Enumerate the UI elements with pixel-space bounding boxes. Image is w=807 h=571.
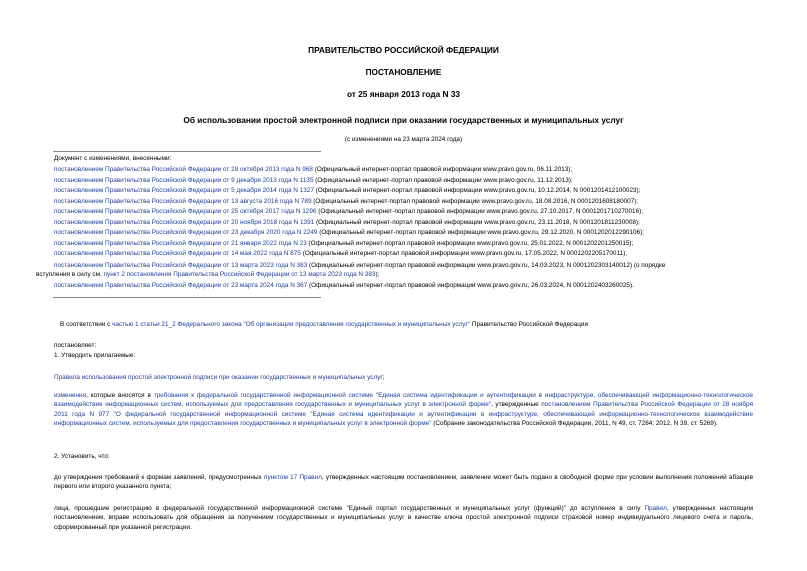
amendment-link[interactable]: постановлением Правительства Российской Федерации от 9 декабря 2013 года N 1135 (54, 176, 314, 184)
government-heading: ПРАВИТЕЛЬСТВО РОССИЙСКОЙ ФЕДЕРАЦИИ (308, 45, 499, 55)
bottom-divider (53, 297, 321, 298)
top-divider (53, 151, 321, 152)
item-2-heading: 2. Установить, что: (54, 453, 110, 460)
requirements-link[interactable]: требования к федеральной государственной информационной системе "Единая система идентификации и аутентификации в инфраструктуре, обеспечивающей информационно-технологическое взаимодействие информационных систем, используемых для предоставления государственных и муниципальных услуг в электронной форме" (54, 392, 754, 409)
amendment-item (54, 166, 572, 174)
edition-note: (с изменениями на 23 марта 2024 года) (344, 136, 463, 143)
amendment-source: (Официальный интернет-портал правовой информации www.pravo.gov.ru, 11.12.2013); (313, 176, 573, 184)
federal-law-link[interactable]: частью 1 статьи 21_2 Федерального закона "Об организации предоставления государственных и муниципальных услуг" (112, 321, 471, 328)
document-type-heading: ПОСТАНОВЛЕНИЕ (365, 67, 442, 77)
amendments-paragraph: изменения, которые вносятся в требования к федеральной государственной информационной системе "Единая система идентификации и аутентификации в инфраструктуре, обеспечивающей информационно-технологическое взаимодействие информационных систем, используемых для предоставления государственных и муниципальных услуг в электронной форме", утвержденные постановлением Правительства Российской Федерации от 28 ноября 2011 года N 977 "О федеральной государственной информационной системе "Единая система идентификации и аутентификации в инфраструктуре, обеспечивающей информационно-технологическое взаимодействие информационных систем, используемых для предоставления государственных и муниципальных услуг в электронной форме" (Собрание законодательства Российской Федерации, 2011, N 49, ст. 7284; 2012, N 39, ст. 5269). (54, 392, 754, 427)
amendment-link[interactable]: постановлением Правительства Российской Федерации от 25 октября 2017 года N 1296 (54, 208, 317, 215)
amendment-link[interactable]: постановлением Правительства Российской Федерации от 13 августа 2016 года N 789 (54, 197, 312, 205)
amendment-item (54, 198, 638, 206)
resolution-977-link[interactable]: постановлением Правительства Российской Федерации от 28 ноября 2011 года N 977 "О федеральной государственной информационной системе "Единая система идентификации и аутентификации в инфраструктуре, обеспечивающей информационно-технологическое взаимодействие информационных систем, используемых для предоставления государственных и муниципальных услуг в электронной форме" (54, 401, 753, 427)
amendment-entry-force-link[interactable]: пункт 2 постановления Правительства Российской Федерации от 13 марта 2023 года N 383 (103, 271, 376, 278)
document-title: Об использовании простой электронной подписи при оказании государственных и муниципальных услуг (183, 115, 624, 125)
amendment-link[interactable]: постановлением Правительства Российской Федерации от 20 ноября 2018 года N 1391 (54, 218, 315, 226)
amendment-link[interactable]: постановлением Правительства Российской Федерации от 13 марта 2023 года N 383 (54, 262, 308, 269)
applications-paragraph: до утверждения требований к формам заявлений, предусмотренных пунктом 17 Правил, утвержденных настоящим постановлением, заявление может быть подано в свободной форме при условии выполнения положений абзацев первого или второго указанного пункта; (54, 474, 753, 491)
rules-link[interactable]: Правила использования простой электронной подписи при оказании государственных и муниципальных услуг (54, 374, 383, 381)
amendment-source: (Официальный интернет-портал правовой информации www.pravo.gov.ru, 06.11.2013); (312, 166, 573, 173)
amendment-source: (Официальный интернет-портал правовой информации www.pravo.gov.ru, 14.03.2023, N 0001202303140012) (о порядке (307, 262, 666, 269)
rule-17-link[interactable]: пунктом 17 Правил (263, 474, 322, 481)
rules-short-link[interactable]: Правил (644, 505, 667, 512)
amendment-item (54, 187, 640, 195)
amendment-source: (Официальный интернет-портал правовой информации www.pravo.gov.ru, 26.03.2024, N 0001202403260025). (307, 282, 634, 289)
amendment-item-10-line1 (54, 262, 665, 270)
amendment-link[interactable]: постановлением Правительства Российской Федерации от 5 декабря 2014 года N 1327 (54, 187, 314, 194)
rules-paragraph: Правила использования простой электронной подписи при оказании государственных и муниципальных услуг; (54, 374, 385, 381)
amendment-source: (Официальный интернет-портал правовой информации www.pravo.gov.ru, 27.10.2017, N 0001201710270016); (316, 208, 644, 215)
registration-paragraph: лица, прошедшие регистрацию в федеральной государственной информационной системе "Единый портал государственных и муниципальных услуг (функций)" до вступления в силу Правил, утвержденных настоящим постановлением, вправе использовать для обращения за получением государственных и муниципальных услуг в качестве ключа простой электронной подписи страховой номер индивидуального лицевого счета и пароль, сформированный при указанной регистрации. (54, 505, 754, 531)
amendment-link[interactable]: постановлением Правительства Российской Федерации от 23 декабря 2020 года N 2249 (54, 229, 318, 236)
amendment-source: (Официальный интернет-портал правовой информации www.pravo.gov.ru, 18.08.2016, N 0001201608180007); (311, 197, 639, 205)
amendment-link[interactable]: постановлением Правительства Российской Федерации от 21 января 2022 года N 23 (54, 239, 307, 247)
amendment-item (54, 250, 627, 258)
item-1-heading: 1. Утвердить прилагаемые: (54, 352, 136, 359)
amendment-link[interactable]: постановлением Правительства Российской Федерации от 14 мая 2022 года N 875 (54, 250, 301, 257)
document-date-number: от 25 января 2013 года N 33 (346, 89, 461, 99)
amendment-item (54, 229, 644, 237)
amendment-item (54, 177, 573, 185)
amendment-source: (Официальный интернет-портал правовой информации www.pravo.gov.ru, 17.05.2022, N 0001202205170011); (300, 250, 628, 257)
amendment-link[interactable]: постановлением Правительства Российской Федерации от 23 марта 2024 года N 367 (54, 282, 308, 289)
resolves-word: постановляет: (54, 342, 97, 349)
amendments-intro: Документ с изменениями, внесенными: (54, 155, 172, 162)
amendment-item-10-line2: вступления в силу см. пункт 2 постановления Правительства Российской Федерации от 13 марта 2023 года N 383); (36, 271, 380, 278)
changes-link[interactable]: изменения (54, 392, 87, 399)
preamble-paragraph: В соответствии с частью 1 статьи 21_2 Федерального закона "Об организации предоставления государственных и муниципальных услуг" Правительство Российской Федерации (60, 321, 589, 328)
amendment-item-11 (54, 282, 634, 290)
amendment-source: (Официальный интернет-портал правовой информации www.pravo.gov.ru, 25.01.2022, N 0001202201250015); (306, 239, 634, 247)
amendment-item (54, 208, 643, 216)
amendment-item (54, 240, 633, 248)
amendment-source: (Официальный интернет-портал правовой информации www.pravo.gov.ru, 23.11.2018, N 0001201811230008); (314, 218, 640, 226)
amendment-source: (Официальный интернет-портал правовой информации www.pravo.gov.ru, 10.12.2014, N 0001201412100023); (313, 187, 641, 194)
amendment-link[interactable]: постановлением Правительства Российской Федерации от 28 октября 2013 года N 968 (54, 166, 313, 173)
amendment-source: (Официальный интернет-портал правовой информации www.pravo.gov.ru, 29.12.2020, N 0001202012290106); (317, 229, 645, 236)
amendment-item (54, 219, 640, 227)
